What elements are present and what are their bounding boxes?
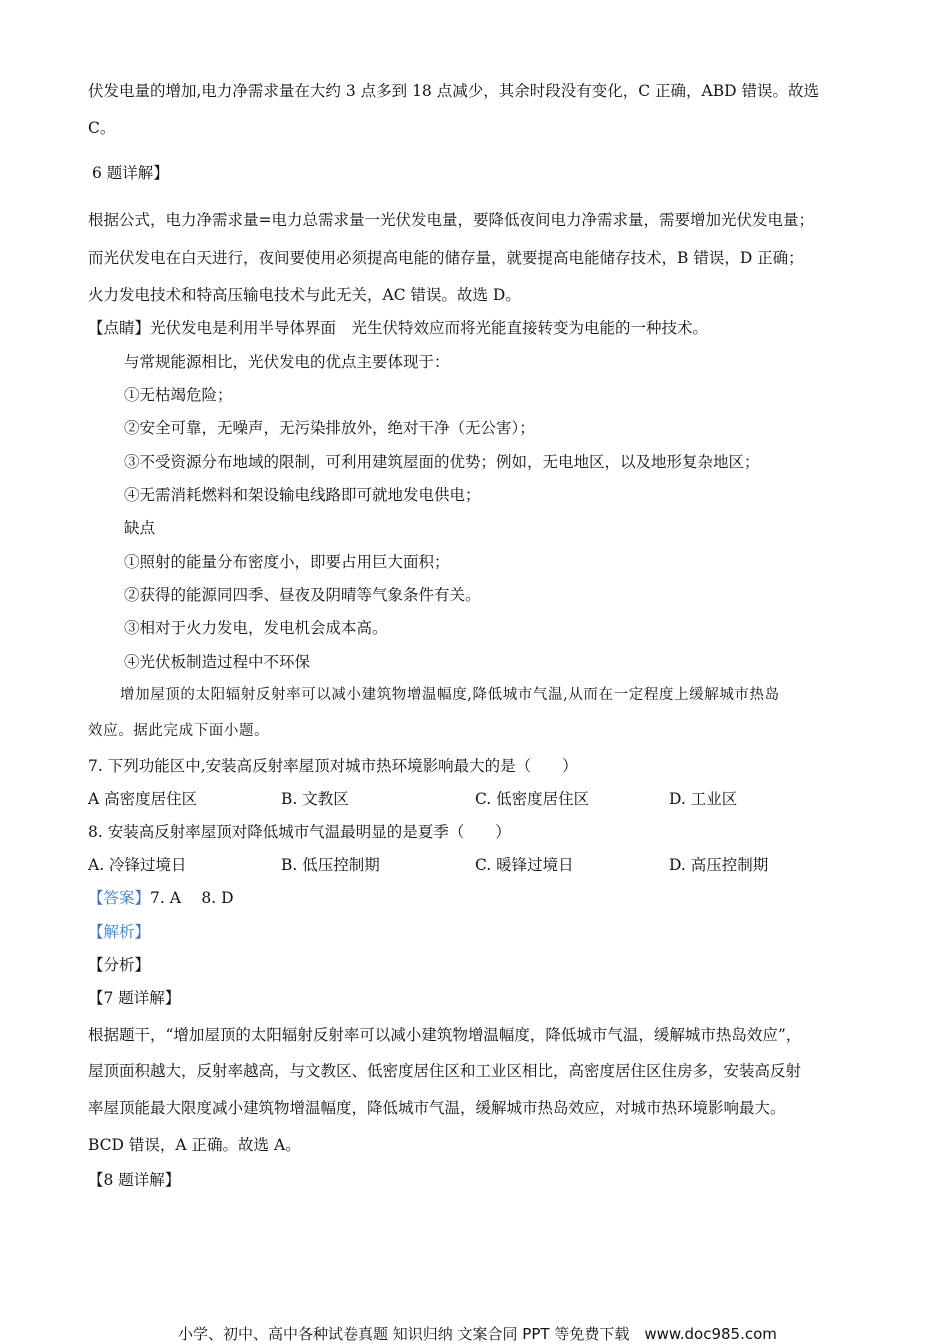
text-line: 伏发电量的增加,电力净需求量在大约 3 点多到 18 点减少，其余时段没有变化，C 正确，ABD 错误。故选 [88,82,819,100]
list-item: ④无需消耗燃料和架设输电线路即可就地发电供电； [124,486,481,504]
list-item: ④光伏板制造过程中不环保 [124,653,311,671]
list-item: ③不受资源分布地域的限制，可利用建筑屋面的优势；例如，无电地区，以及地形复杂地区； [124,453,760,471]
text-line: 根据题干，“增加屋顶的太阳辐射反射率可以减小建筑物增温幅度，降低城市气温，缓解城市热岛效应”， [88,1026,802,1044]
section-heading: 【7 题详解】 [88,989,181,1007]
footer-link[interactable]: 小学、初中、高中各种试卷真题 知识归纳 文案合同 PPT 等免费下载 www.doc985.com [178,1325,777,1343]
list-item: ②安全可靠，无噪声，无污染排放外，绝对干净（无公害）； [124,419,535,437]
answer-label: 【答案】 [88,889,151,907]
q8-option-c: C. 暖锋过境日 [475,856,574,874]
text-line: 火力发电技术和特高压输电技术与此无关，AC 错误。故选 D。 [88,286,521,304]
list-item: ③相对于火力发电，发电机会成本高。 [124,619,388,637]
text-line: 率屋顶能最大限度减小建筑物增温幅度，降低城市气温，缓解城市热岛效应，对城市热环境影响最大。 [88,1099,786,1117]
q7-option-b: B. 文教区 [281,790,349,808]
q8-option-d: D. 高压控制期 [669,856,769,874]
passage-line: 效应。据此完成下面小题。 [88,723,270,739]
list-item: ②获得的能源同四季、昼夜及阴晴等气象条件有关。 [124,586,481,604]
answer-line [88,888,234,908]
text-line: 【点睛】光伏发电是利用半导体界面 光生伏特效应而将光能直接转变为电能的一种技术。 [88,319,709,337]
section-heading: 【8 题详解】 [88,1171,181,1189]
question-7-stem: 7. 下列功能区中,安装高反射率屋顶对城市热环境影响最大的是（ ） [88,757,578,775]
text-line: C。 [88,119,116,137]
text-line: BCD 错误，A 正确。故选 A。 [88,1136,301,1154]
q7-option-c: C. 低密度居住区 [475,790,590,808]
analysis-label: 【解析】 [88,923,151,941]
list-item: 与常规能源相比，光伏发电的优点主要体现于： [124,353,450,371]
list-item: ①照射的能量分布密度小，即要占用巨大面积； [124,553,450,571]
q7-option-a: A 高密度居住区 [88,790,198,808]
q8-option-a: A. 冷锋过境日 [88,856,187,874]
section-heading: 6 题详解】 [92,164,169,182]
fenxi-label: 【分析】 [88,956,151,974]
q7-option-d: D. 工业区 [669,790,738,808]
text-line: 根据公式，电力净需求量=电力总需求量一光伏发电量，要降低夜间电力净需求量，需要增加光伏发电量； [88,211,814,229]
text-line: 屋顶面积越大，反射率越高，与文教区、低密度居住区和工业区相比，高密度居住区住房多，安装高反射 [88,1062,802,1080]
list-item: 缺点 [124,519,156,537]
answer-value: 7. A 8. D [150,889,234,907]
text-line: 而光伏发电在白天进行，夜间要使用必须提高电能的储存量，就要提高电能储存技术，B 错误，D 正确； [88,249,804,267]
question-8-stem: 8. 安装高反射率屋顶对降低城市气温最明显的是夏季（ ） [88,823,511,841]
q8-option-b: B. 低压控制期 [281,856,380,874]
list-item: ①无枯竭危险； [124,386,233,404]
passage-line: 增加屋顶的太阳辐射反射率可以减小建筑物增温幅度,降低城市气温,从而在一定程度上缓解城市热岛 [120,687,780,703]
